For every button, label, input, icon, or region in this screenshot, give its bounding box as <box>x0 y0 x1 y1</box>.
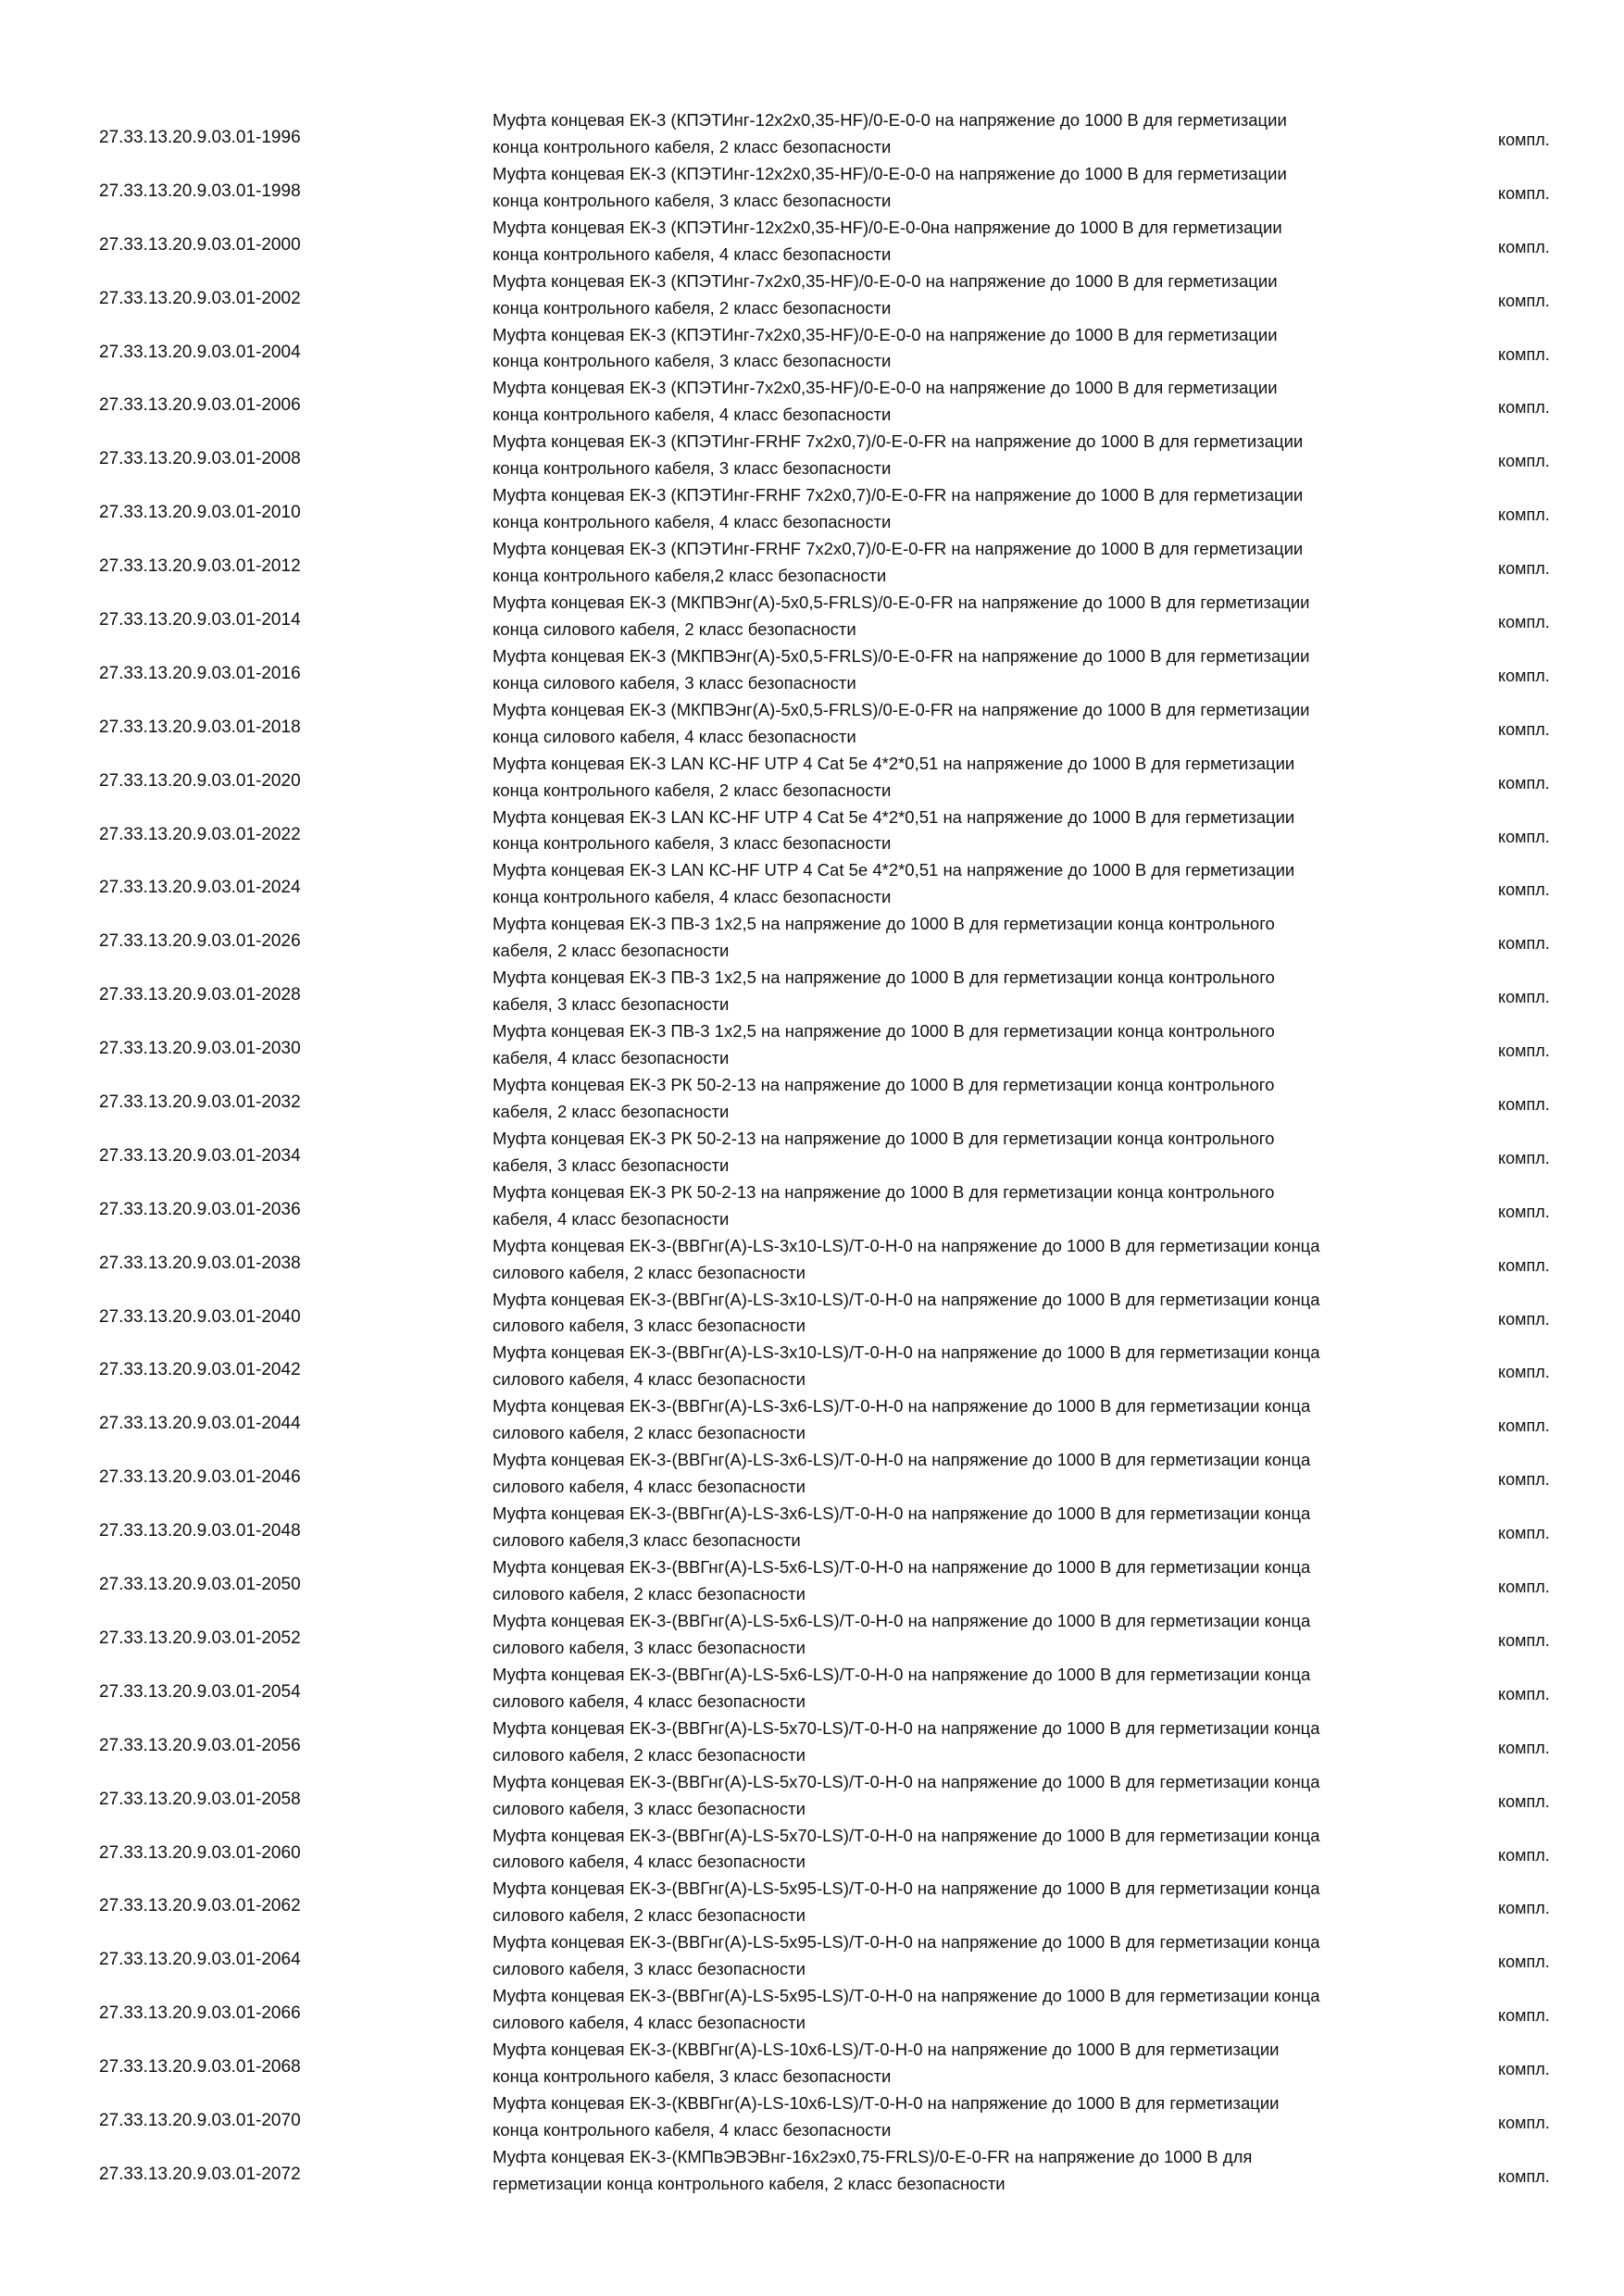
item-unit: компл. <box>1498 1416 1550 1436</box>
description-line: силового кабеля, 4 класс безопасности <box>493 2013 806 2033</box>
item-unit: компл. <box>1498 988 1550 1007</box>
item-unit: компл. <box>1498 505 1550 525</box>
table-row <box>0 911 1624 965</box>
description-line: Муфта концевая ЕК-3 LAN КС-HF UTP 4 Cat 5e 4*2*0,51 на напряжение до 1000 В для герметизации <box>493 860 1295 880</box>
description-line: Муфта концевая ЕК-3-(ВВГнг(А)-LS-5х70-LS)/Т-0-Н-0 на напряжение до 1000 В для герметизации конца <box>493 1717 1320 1738</box>
item-code: 27.33.13.20.9.03.01-2048 <box>99 1521 301 1541</box>
item-unit: компл. <box>1498 2113 1550 2132</box>
description-line: силового кабеля, 2 класс безопасности <box>493 1423 806 1443</box>
item-description <box>493 2144 1474 2198</box>
description-line: Муфта концевая ЕК-3-(ВВГнг(А)-LS-3х6-LS)/Т-0-Н-0 на напряжение до 1000 В для герметизации конца <box>493 1450 1311 1470</box>
description-line: Муфта концевая ЕК-3 (КПЭТИнг-FRHF 7х2х0,7)/0-Е-0-FR на напряжение до 1000 В для герметизации <box>493 485 1304 505</box>
table-row <box>0 1501 1624 1554</box>
item-unit: компл. <box>1498 131 1550 149</box>
description-line: силового кабеля, 2 класс безопасности <box>493 1744 806 1765</box>
table-row <box>0 161 1624 215</box>
item-description <box>493 1340 1474 1393</box>
item-code: 27.33.13.20.9.03.01-2028 <box>99 985 301 1005</box>
item-code: 27.33.13.20.9.03.01-2024 <box>99 878 301 898</box>
item-code: 27.33.13.20.9.03.01-2056 <box>99 1735 301 1755</box>
description-line: силового кабеля, 4 класс безопасности <box>493 1852 806 1872</box>
description-line: конца контрольного кабеля, 4 класс безопасности <box>493 243 892 264</box>
description-line: герметизации конца контрольного кабеля, 2 класс безопасности <box>493 2173 1006 2193</box>
description-line: Муфта концевая ЕК-3 (КПЭТИнг-12х2х0,35-HF)/0-Е-0-0 на напряжение до 1000 В для герметизации <box>493 110 1287 130</box>
table-row <box>0 2090 1624 2144</box>
description-line: Муфта концевая ЕК-3 (КПЭТИнг-FRHF 7х2х0,7)/0-Е-0-FR на напряжение до 1000 В для герметизации <box>493 539 1304 559</box>
item-code: 27.33.13.20.9.03.01-2004 <box>99 342 301 362</box>
item-code: 27.33.13.20.9.03.01-2014 <box>99 610 301 630</box>
item-unit: компл. <box>1498 1953 1550 1972</box>
item-code: 27.33.13.20.9.03.01-2072 <box>99 2164 301 2184</box>
item-description <box>493 268 1474 322</box>
table-row <box>0 1769 1624 1823</box>
item-code: 27.33.13.20.9.03.01-2044 <box>99 1414 301 1434</box>
description-line: конца контрольного кабеля, 4 класс безопасности <box>493 512 892 532</box>
table-row <box>0 643 1624 697</box>
item-description <box>493 161 1474 215</box>
description-line: силового кабеля, 4 класс безопасности <box>493 1477 806 1497</box>
table-row <box>0 1823 1624 1877</box>
item-code: 27.33.13.20.9.03.01-2038 <box>99 1253 301 1273</box>
item-description <box>493 1716 1474 1769</box>
price-list <box>0 107 1624 2198</box>
item-description <box>493 1018 1474 1072</box>
description-line: Муфта концевая ЕК-3-(КМПвЭВЭВнг-16х2эх0,75-FRLS)/0-Е-0-FR на напряжение до 1000 В для <box>493 2146 1253 2166</box>
description-line: конца контрольного кабеля, 2 класс безопасности <box>493 136 892 156</box>
description-line: конца силового кабеля, 2 класс безопасности <box>493 618 856 639</box>
item-unit: компл. <box>1498 2006 1550 2026</box>
description-line: силового кабеля, 3 класс безопасности <box>493 1959 806 1979</box>
item-description <box>493 1233 1474 1287</box>
item-unit: компл. <box>1498 827 1550 846</box>
item-unit: компл. <box>1498 1202 1550 1221</box>
item-code: 27.33.13.20.9.03.01-2062 <box>99 1896 301 1916</box>
table-row <box>0 482 1624 536</box>
item-unit: компл. <box>1498 1470 1550 1490</box>
description-line: силового кабеля, 3 класс безопасности <box>493 1316 806 1336</box>
item-description <box>493 1287 1474 1341</box>
item-description <box>493 215 1474 268</box>
description-line: Муфта концевая ЕК-3-(ВВГнг(А)-LS-5х6-LS)/Т-0-Н-0 на напряжение до 1000 В для герметизации конца <box>493 1664 1311 1684</box>
item-description <box>493 1554 1474 1608</box>
item-description <box>493 2090 1474 2144</box>
description-line: Муфта концевая ЕК-3 (МКПВЭнг(А)-5х0,5-FRLS)/0-Е-0-FR на напряжение до 1000 В для герметизации <box>493 645 1310 666</box>
description-line: Муфта концевая ЕК-3 (КПЭТИнг-12х2х0,35-HF)/0-Е-0-0 на напряжение до 1000 В для герметизации <box>493 163 1287 183</box>
table-row <box>0 536 1624 590</box>
item-description <box>493 697 1474 751</box>
table-row <box>0 805 1624 858</box>
item-unit: компл. <box>1498 1148 1550 1167</box>
item-unit: компл. <box>1498 183 1550 203</box>
item-unit: компл. <box>1498 1684 1550 1703</box>
item-code: 27.33.13.20.9.03.01-2030 <box>99 1039 301 1059</box>
item-unit: компл. <box>1498 1791 1550 1811</box>
table-row <box>0 2037 1624 2090</box>
item-code: 27.33.13.20.9.03.01-2012 <box>99 556 301 577</box>
item-code: 27.33.13.20.9.03.01-2070 <box>99 2110 301 2130</box>
item-unit: компл. <box>1498 398 1550 418</box>
description-line: Муфта концевая ЕК-3-(ВВГнг(А)-LS-5х95-LS)/Т-0-Н-0 на напряжение до 1000 В для герметизации конца <box>493 1932 1320 1953</box>
item-description <box>493 1876 1474 1929</box>
table-row <box>0 215 1624 268</box>
item-unit: компл. <box>1498 613 1550 632</box>
description-line: Муфта концевая ЕК-3 (КПЭТИнг-7х2х0,35-HF)/0-Е-0-0 на напряжение до 1000 В для герметизации <box>493 270 1278 291</box>
item-unit: компл. <box>1498 1738 1550 1757</box>
item-code: 27.33.13.20.9.03.01-2026 <box>99 931 301 952</box>
item-unit: компл. <box>1498 773 1550 792</box>
table-row <box>0 1126 1624 1179</box>
item-code: 27.33.13.20.9.03.01-2052 <box>99 1628 301 1648</box>
item-description <box>493 1501 1474 1554</box>
item-unit: компл. <box>1498 666 1550 685</box>
description-line: конца контрольного кабеля, 3 класс безопасности <box>493 351 892 371</box>
table-row <box>0 1340 1624 1393</box>
item-code: 27.33.13.20.9.03.01-2010 <box>99 503 301 523</box>
table-row <box>0 1072 1624 1126</box>
item-description <box>493 1126 1474 1179</box>
item-unit: компл. <box>1498 452 1550 471</box>
item-description <box>493 1662 1474 1716</box>
description-line: кабеля, 3 класс безопасности <box>493 994 730 1015</box>
description-line: кабеля, 4 класс безопасности <box>493 1048 730 1068</box>
item-code: 27.33.13.20.9.03.01-2020 <box>99 770 301 791</box>
description-line: Муфта концевая ЕК-3-(КВВГнг(А)-LS-10х6-LS)/Т-0-Н-0 на напряжение до 1000 В для герметизации <box>493 2040 1280 2060</box>
table-row <box>0 1554 1624 1608</box>
item-description <box>493 1393 1474 1447</box>
description-line: Муфта концевая ЕК-3-(ВВГнг(А)-LS-5х95-LS)/Т-0-Н-0 на напряжение до 1000 В для герметизации конца <box>493 1986 1320 2006</box>
description-line: Муфта концевая ЕК-3 (МКПВЭнг(А)-5х0,5-FRLS)/0-Е-0-FR на напряжение до 1000 В для герметизации <box>493 699 1310 719</box>
item-code: 27.33.13.20.9.03.01-2036 <box>99 1199 301 1219</box>
item-description <box>493 536 1474 590</box>
item-code: 27.33.13.20.9.03.01-2022 <box>99 824 301 844</box>
description-line: силового кабеля, 2 класс безопасности <box>493 1583 806 1603</box>
description-line: Муфта концевая ЕК-3 РК 50-2-13 на напряжение до 1000 В для герметизации конца контрольного <box>493 1128 1275 1148</box>
item-code: 27.33.13.20.9.03.01-2040 <box>99 1306 301 1327</box>
item-description <box>493 1179 1474 1233</box>
item-description <box>493 1769 1474 1823</box>
item-code: 27.33.13.20.9.03.01-1996 <box>99 128 301 147</box>
table-row <box>0 375 1624 429</box>
table-row <box>0 1233 1624 1287</box>
item-code: 27.33.13.20.9.03.01-2046 <box>99 1467 301 1488</box>
description-line: силового кабеля, 2 класс безопасности <box>493 1905 806 1926</box>
description-line: Муфта концевая ЕК-3 LAN КС-HF UTP 4 Cat 5e 4*2*0,51 на напряжение до 1000 В для герметизации <box>493 753 1295 773</box>
table-row <box>0 857 1624 911</box>
item-unit: компл. <box>1498 1899 1550 1918</box>
item-description <box>493 429 1474 482</box>
description-line: Муфта концевая ЕК-3 (КПЭТИнг-7х2х0,35-HF)/0-Е-0-0 на напряжение до 1000 В для герметизации <box>493 324 1278 344</box>
description-line: конца контрольного кабеля, 4 класс безопасности <box>493 405 892 425</box>
description-line: силового кабеля, 3 класс безопасности <box>493 1798 806 1818</box>
item-code: 27.33.13.20.9.03.01-2042 <box>99 1360 301 1380</box>
item-unit: компл. <box>1498 880 1550 900</box>
item-unit: компл. <box>1498 1578 1550 1597</box>
item-code: 27.33.13.20.9.03.01-2034 <box>99 1145 301 1166</box>
item-code: 27.33.13.20.9.03.01-2064 <box>99 1950 301 1970</box>
item-unit: компл. <box>1498 344 1550 364</box>
table-row <box>0 322 1624 376</box>
table-row <box>0 697 1624 751</box>
item-unit: компл. <box>1498 1363 1550 1382</box>
item-description <box>493 590 1474 643</box>
description-line: Муфта концевая ЕК-3-(ВВГнг(А)-LS-5х95-LS)/Т-0-Н-0 на напряжение до 1000 В для герметизации конца <box>493 1878 1320 1899</box>
item-unit: компл. <box>1498 1524 1550 1543</box>
table-row <box>0 1876 1624 1929</box>
table-row <box>0 590 1624 643</box>
description-line: Муфта концевая ЕК-3 LAN КС-HF UTP 4 Cat 5e 4*2*0,51 на напряжение до 1000 В для герметизации <box>493 806 1295 827</box>
description-line: кабеля, 2 класс безопасности <box>493 1101 730 1121</box>
item-description <box>493 1823 1474 1877</box>
description-line: конца контрольного кабеля, 4 класс безопасности <box>493 2119 892 2140</box>
item-description <box>493 805 1474 858</box>
description-line: Муфта концевая ЕК-3-(КВВГнг(А)-LS-10х6-LS)/Т-0-Н-0 на напряжение до 1000 В для герметизации <box>493 2092 1280 2113</box>
item-unit: компл. <box>1498 1845 1550 1865</box>
item-description <box>493 107 1474 161</box>
item-description <box>493 482 1474 536</box>
table-row <box>0 1983 1624 2037</box>
description-line: силового кабеля, 2 класс безопасности <box>493 1262 806 1282</box>
table-row <box>0 1716 1624 1769</box>
description-line: силового кабеля, 3 класс безопасности <box>493 1637 806 1657</box>
description-line: Муфта концевая ЕК-3-(ВВГнг(А)-LS-3х6-LS)/Т-0-Н-0 на напряжение до 1000 В для герметизации конца <box>493 1396 1311 1416</box>
item-description <box>493 1447 1474 1501</box>
item-code: 27.33.13.20.9.03.01-2018 <box>99 717 301 737</box>
description-line: Муфта концевая ЕК-3 ПВ-3 1х2,5 на напряжение до 1000 В для герметизации конца контрольного <box>493 914 1275 934</box>
item-code: 27.33.13.20.9.03.01-2068 <box>99 2057 301 2078</box>
item-description <box>493 322 1474 376</box>
description-line: Муфта концевая ЕК-3 РК 50-2-13 на напряжение до 1000 В для герметизации конца контрольного <box>493 1075 1275 1095</box>
description-line: кабеля, 4 класс безопасности <box>493 1208 730 1229</box>
item-description <box>493 1608 1474 1662</box>
table-row <box>0 1179 1624 1233</box>
description-line: кабеля, 3 класс безопасности <box>493 1154 730 1175</box>
item-description <box>493 911 1474 965</box>
item-code: 27.33.13.20.9.03.01-2000 <box>99 234 301 255</box>
item-unit: компл. <box>1498 291 1550 310</box>
description-line: конца контрольного кабеля, 3 класс безопасности <box>493 190 892 210</box>
table-row <box>0 1662 1624 1716</box>
description-line: Муфта концевая ЕК-3-(ВВГнг(А)-LS-5х70-LS)/Т-0-Н-0 на напряжение до 1000 В для герметизации конца <box>493 1825 1320 1845</box>
item-code: 27.33.13.20.9.03.01-2054 <box>99 1681 301 1702</box>
description-line: силового кабеля, 4 класс безопасности <box>493 1369 806 1390</box>
item-unit: компл. <box>1498 934 1550 954</box>
item-code: 27.33.13.20.9.03.01-2016 <box>99 663 301 683</box>
description-line: силового кабеля,3 класс безопасности <box>493 1530 801 1551</box>
description-line: Муфта концевая ЕК-3 ПВ-3 1х2,5 на напряжение до 1000 В для герметизации конца контрольного <box>493 1021 1275 1042</box>
table-row <box>0 1018 1624 1072</box>
item-code: 27.33.13.20.9.03.01-2050 <box>99 1575 301 1595</box>
item-unit: компл. <box>1498 719 1550 739</box>
item-code: 27.33.13.20.9.03.01-2008 <box>99 449 301 469</box>
item-code: 27.33.13.20.9.03.01-2002 <box>99 288 301 308</box>
item-unit: компл. <box>1498 1255 1550 1275</box>
item-unit: компл. <box>1498 1042 1550 1061</box>
description-line: Муфта концевая ЕК-3-(ВВГнг(А)-LS-3х10-LS)/Т-0-Н-0 на напряжение до 1000 В для герметизации конца <box>493 1289 1320 1309</box>
description-line: силового кабеля, 4 класс безопасности <box>493 1691 806 1711</box>
description-line: конца силового кабеля, 4 класс безопасности <box>493 726 856 746</box>
table-row <box>0 107 1624 161</box>
item-code: 27.33.13.20.9.03.01-2006 <box>99 395 301 416</box>
item-description <box>493 857 1474 911</box>
description-line: Муфта концевая ЕК-3-(ВВГнг(А)-LS-5х70-LS)/Т-0-Н-0 на напряжение до 1000 В для герметизации конца <box>493 1771 1320 1791</box>
table-row <box>0 1393 1624 1447</box>
item-code: 27.33.13.20.9.03.01-2060 <box>99 1842 301 1863</box>
item-code: 27.33.13.20.9.03.01-1998 <box>99 181 301 201</box>
table-row <box>0 1287 1624 1341</box>
item-unit: компл. <box>1498 1630 1550 1650</box>
item-description <box>493 2037 1474 2090</box>
description-line: Муфта концевая ЕК-3 РК 50-2-13 на напряжение до 1000 В для герметизации конца контрольного <box>493 1181 1275 1202</box>
item-description <box>493 1929 1474 1983</box>
item-description <box>493 643 1474 697</box>
description-line: Муфта концевая ЕК-3 ПВ-3 1х2,5 на напряжение до 1000 В для герметизации конца контрольного <box>493 967 1275 988</box>
item-unit: компл. <box>1498 2166 1550 2186</box>
description-line: Муфта концевая ЕК-3-(ВВГнг(А)-LS-3х10-LS)/Т-0-Н-0 на напряжение до 1000 В для герметизации конца <box>493 1342 1320 1363</box>
item-unit: компл. <box>1498 559 1550 579</box>
item-description <box>493 751 1474 805</box>
item-description <box>493 965 1474 1018</box>
item-unit: компл. <box>1498 237 1550 256</box>
table-row <box>0 429 1624 482</box>
description-line: конца контрольного кабеля, 3 класс безопасности <box>493 458 892 479</box>
item-description <box>493 1983 1474 2037</box>
item-code: 27.33.13.20.9.03.01-2066 <box>99 2003 301 2024</box>
item-description <box>493 375 1474 429</box>
description-line: конца контрольного кабеля, 2 класс безопасности <box>493 780 892 800</box>
description-line: конца контрольного кабеля, 4 класс безопасности <box>493 887 892 907</box>
description-line: Муфта концевая ЕК-3 (КПЭТИнг-12х2х0,35-HF)/0-Е-0-0на напряжение до 1000 В для герметизации <box>493 217 1282 237</box>
description-line: Муфта концевая ЕК-3-(ВВГнг(А)-LS-5х6-LS)/Т-0-Н-0 на напряжение до 1000 В для герметизации конца <box>493 1557 1311 1578</box>
item-unit: компл. <box>1498 1095 1550 1115</box>
description-line: конца контрольного кабеля, 3 класс безопасности <box>493 833 892 854</box>
table-row <box>0 965 1624 1018</box>
description-line: Муфта концевая ЕК-3-(ВВГнг(А)-LS-3х10-LS)/Т-0-Н-0 на напряжение до 1000 В для герметизации конца <box>493 1235 1320 1255</box>
description-line: Муфта концевая ЕК-3 (КПЭТИнг-FRHF 7х2х0,7)/0-Е-0-FR на напряжение до 1000 В для герметизации <box>493 431 1304 452</box>
table-row <box>0 2144 1624 2198</box>
table-row <box>0 751 1624 805</box>
description-line: Муфта концевая ЕК-3-(ВВГнг(А)-LS-5х6-LS)/Т-0-Н-0 на напряжение до 1000 В для герметизации конца <box>493 1610 1311 1630</box>
description-line: конца контрольного кабеля,2 класс безопасности <box>493 566 887 586</box>
description-line: конца контрольного кабеля, 3 класс безопасности <box>493 2065 892 2086</box>
table-row <box>0 1929 1624 1983</box>
table-row <box>0 1608 1624 1662</box>
description-line: кабеля, 2 класс безопасности <box>493 941 730 961</box>
description-line: Муфта концевая ЕК-3-(ВВГнг(А)-LS-3х6-LS)/Т-0-Н-0 на напряжение до 1000 В для герметизации конца <box>493 1504 1311 1524</box>
item-description <box>493 1072 1474 1126</box>
description-line: Муфта концевая ЕК-3 (МКПВЭнг(А)-5х0,5-FRLS)/0-Е-0-FR на напряжение до 1000 В для герметизации <box>493 593 1310 613</box>
description-line: конца силового кабеля, 3 класс безопасности <box>493 672 856 693</box>
item-unit: компл. <box>1498 2060 1550 2079</box>
description-line: Муфта концевая ЕК-3 (КПЭТИнг-7х2х0,35-HF)/0-Е-0-0 на напряжение до 1000 В для герметизации <box>493 378 1278 398</box>
item-code: 27.33.13.20.9.03.01-2058 <box>99 1789 301 1809</box>
item-code: 27.33.13.20.9.03.01-2032 <box>99 1092 301 1113</box>
table-row <box>0 268 1624 322</box>
item-unit: компл. <box>1498 1309 1550 1329</box>
table-row <box>0 1447 1624 1501</box>
description-line: конца контрольного кабеля, 2 класс безопасности <box>493 297 892 318</box>
